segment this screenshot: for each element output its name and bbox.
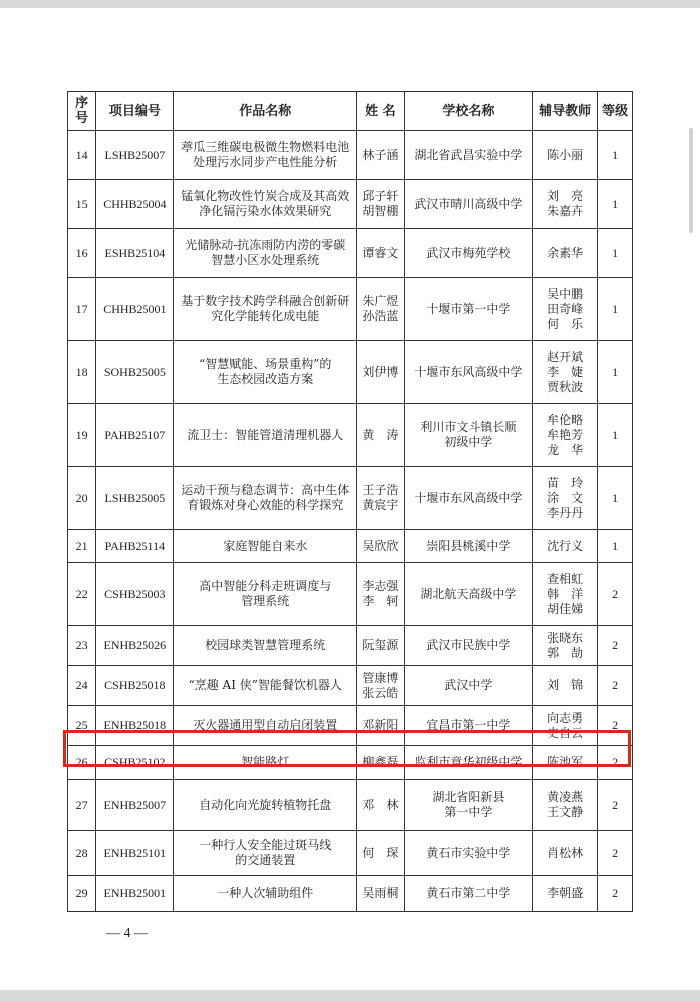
work-name-text: 葶瓜三维碳电极微生物燃料电池 处理污水同步产电性能分析: [181, 140, 350, 169]
work-name: [174, 780, 357, 831]
row-number-text: 21: [75, 538, 88, 553]
advisor-name-text: 肖松林: [547, 845, 584, 860]
award-grade: [598, 229, 633, 278]
project-code: [96, 876, 174, 912]
student-name-text: 邓新阳: [362, 718, 399, 732]
project-code: [96, 666, 174, 706]
row-number: [68, 278, 96, 341]
row-number: [68, 404, 96, 467]
project-code: [96, 341, 174, 404]
row-number: [68, 876, 96, 912]
work-name-text: 灭火器通用型自动启闭装置: [193, 718, 338, 732]
row-number: [68, 467, 96, 530]
award-grade-text: 1: [612, 245, 619, 260]
work-name-text: 自动化向光旋转植物托盘: [199, 797, 332, 812]
school-name: [404, 467, 532, 530]
student-name: [357, 876, 405, 912]
school-name: [404, 626, 532, 666]
row-number: [68, 831, 96, 876]
project-code-text: SOHB25005: [103, 364, 166, 379]
table-row: [68, 278, 633, 341]
project-code-text: ESHB25104: [104, 245, 166, 260]
award-grade: [598, 706, 633, 746]
school-name-text: 黄石市实验中学: [426, 845, 511, 860]
table-header-row: [68, 92, 633, 131]
row-number-text: 29: [75, 886, 88, 900]
student-name: [357, 180, 405, 229]
advisor-name: [533, 131, 598, 180]
viewer-bottom-bar: [0, 990, 700, 1002]
project-code-text: PAHB25107: [104, 427, 166, 442]
project-code: [96, 229, 174, 278]
row-number: [68, 706, 96, 746]
student-name-text: 王子浩 黄宸宇: [362, 483, 399, 512]
student-name-text: 谭睿文: [362, 245, 399, 260]
student-name-text: 刘伊博: [362, 364, 399, 379]
student-name: [357, 746, 405, 780]
student-name-text: 柳鑫磊: [362, 755, 399, 769]
work-name-text: “智慧赋能、场景重构”的 生态校园改造方案: [199, 357, 332, 386]
project-code-text: LSHB25007: [104, 147, 166, 162]
advisor-name-text: 查相虹 韩 洋 胡佳娣: [547, 571, 584, 616]
school-name-text: 武汉市民族中学: [426, 638, 511, 652]
header-code: 项目编号: [96, 92, 174, 131]
award-grade: [598, 530, 633, 563]
award-grade-text: 1: [612, 427, 619, 442]
work-name-text: 运动干预与稳态调节：高中生体 育锻炼对身心效能的科学探究: [181, 483, 350, 512]
work-name-text: 一种人次辅助组件: [217, 886, 314, 900]
work-name-text: 锰氧化物改性竹炭合成及其高效 净化镉污染水体效果研究: [181, 189, 350, 218]
advisor-name: [533, 341, 598, 404]
advisor-name-text: 李朝盛: [547, 886, 584, 900]
row-number-text: 22: [75, 586, 88, 601]
header-no: 序号: [68, 92, 96, 131]
table-row: [68, 530, 633, 563]
work-name: [174, 831, 357, 876]
advisor-name-text: 苗 玲 涂 文 李丹丹: [547, 475, 584, 520]
table-row: [68, 341, 633, 404]
project-code: [96, 278, 174, 341]
project-code: [96, 467, 174, 530]
work-name: [174, 341, 357, 404]
table-row: [68, 131, 633, 180]
advisor-name-text: 向志勇 史自云: [547, 710, 584, 740]
project-code-text: ENHB25007: [103, 797, 167, 812]
work-name-text: 流卫士：智能管道清理机器人: [187, 427, 344, 442]
project-code-text: LSHB25005: [104, 490, 166, 505]
project-code-text: CSHB25018: [104, 678, 166, 692]
row-number: [68, 666, 96, 706]
table-row: [68, 780, 633, 831]
advisor-name: [533, 530, 598, 563]
row-number-text: 24: [75, 678, 88, 692]
advisor-name: [533, 666, 598, 706]
advisor-name-text: 刘 亮 朱嘉卉: [547, 189, 584, 218]
header-school: 学校名称: [404, 92, 532, 131]
school-name: [404, 341, 532, 404]
work-name-text: 一种行人安全能过斑马线 的交通装置: [199, 838, 332, 867]
advisor-name: [533, 563, 598, 626]
award-grade-text: 2: [612, 845, 619, 860]
award-grade: [598, 278, 633, 341]
advisor-name-text: 余素华: [547, 245, 584, 260]
work-name: [174, 278, 357, 341]
student-name-text: 吴雨桐: [362, 886, 399, 900]
school-name-text: 十堰市第一中学: [426, 301, 511, 316]
table-row: [68, 666, 633, 706]
school-name: [404, 780, 532, 831]
award-grade: [598, 180, 633, 229]
advisor-name: [533, 278, 598, 341]
award-grade: [598, 404, 633, 467]
school-name-text: 湖北省武昌实验中学: [414, 147, 523, 162]
row-number: [68, 530, 96, 563]
school-name-text: 武汉中学: [444, 678, 493, 692]
school-name: [404, 746, 532, 780]
student-name: [357, 530, 405, 563]
advisor-name-text: 吴中鹏 田奇峰 何 乐: [547, 286, 584, 331]
project-code: [96, 180, 174, 229]
school-name: [404, 180, 532, 229]
advisor-name-text: 陈小丽: [547, 147, 584, 162]
award-grade: [598, 563, 633, 626]
school-name-text: 十堰市东风高级中学: [414, 490, 523, 505]
row-number: [68, 131, 96, 180]
school-name-text: 湖北航天高级中学: [420, 586, 517, 601]
work-name: [174, 626, 357, 666]
advisor-name-text: 牟伦略 牟艳芳 龙 华: [547, 412, 584, 457]
project-code: [96, 131, 174, 180]
row-number-text: 23: [75, 638, 88, 652]
school-name-text: 十堰市东风高级中学: [414, 364, 523, 379]
student-name-text: 何 琛: [362, 845, 399, 860]
award-grade: [598, 341, 633, 404]
advisor-name-text: 黄凌燕 王文静: [547, 790, 584, 819]
table-row: [68, 229, 633, 278]
award-grade-text: 1: [612, 538, 619, 553]
project-code-text: PAHB25114: [104, 538, 166, 553]
project-code: [96, 404, 174, 467]
work-name: [174, 706, 357, 746]
scrollbar-thumb[interactable]: [689, 128, 693, 233]
work-name: [174, 746, 357, 780]
row-number: [68, 229, 96, 278]
school-name: [404, 229, 532, 278]
row-number-text: 20: [75, 490, 88, 505]
project-code-text: CSHB25003: [104, 586, 166, 601]
header-grade: 等级: [598, 92, 633, 131]
award-grade-text: 2: [612, 678, 619, 692]
work-name: [174, 666, 357, 706]
advisor-name: [533, 876, 598, 912]
project-code-text: ENHB25101: [103, 845, 167, 860]
project-code: [96, 746, 174, 780]
school-name: [404, 530, 532, 563]
table-row: [68, 563, 633, 626]
advisor-name-text: 沈行义: [547, 538, 584, 553]
row-number: [68, 341, 96, 404]
student-name-text: 朱广煜 孙浩蓝: [362, 294, 399, 323]
row-number-text: 27: [75, 797, 88, 812]
project-code: [96, 563, 174, 626]
student-name: [357, 706, 405, 746]
row-number-text: 25: [75, 718, 88, 732]
table-row: [68, 467, 633, 530]
work-name-text: 基于数字技术跨学科融合创新研 究化学能转化成电能: [181, 294, 350, 323]
school-name: [404, 666, 532, 706]
advisor-name: [533, 626, 598, 666]
school-name: [404, 278, 532, 341]
award-grade: [598, 780, 633, 831]
work-name: [174, 563, 357, 626]
school-name-text: 崇阳县桃溪中学: [426, 538, 511, 553]
project-code-text: CHHB25004: [103, 196, 167, 211]
row-number-text: 15: [75, 196, 88, 211]
table-row: [68, 876, 633, 912]
student-name: [357, 831, 405, 876]
award-grade: [598, 666, 633, 706]
row-number-text: 17: [75, 301, 88, 316]
project-code-text: ENHB25001: [103, 886, 167, 900]
project-code: [96, 831, 174, 876]
project-code-text: CSHB25102: [104, 755, 166, 769]
advisor-name: [533, 831, 598, 876]
row-number-text: 18: [75, 364, 88, 379]
award-grade: [598, 467, 633, 530]
student-name-text: 管康博 张云皓: [362, 670, 399, 700]
work-name-text: 智能路灯: [241, 755, 290, 769]
student-name-text: 黄 涛: [362, 427, 399, 442]
header-teacher: 辅导教师: [533, 92, 598, 131]
row-number-text: 19: [75, 427, 88, 442]
school-name-text: 监利市章华初级中学: [414, 755, 523, 769]
project-code: [96, 780, 174, 831]
work-name-text: 光储脉动-抗冻雨防内涝的零碳 智慧小区水处理系统: [185, 238, 346, 267]
school-name: [404, 831, 532, 876]
page-number: — 4 —: [106, 926, 148, 941]
student-name: [357, 229, 405, 278]
student-name-text: 邓 林: [362, 797, 399, 812]
row-number: [68, 563, 96, 626]
award-grade-text: 2: [612, 718, 619, 732]
award-grade-text: 1: [612, 147, 619, 162]
advisor-name: [533, 780, 598, 831]
school-name: [404, 563, 532, 626]
advisor-name: [533, 706, 598, 746]
student-name-text: 林子涵: [362, 147, 399, 162]
award-grade: [598, 131, 633, 180]
school-name-text: 宜昌市第一中学: [426, 718, 511, 732]
work-name: [174, 876, 357, 912]
school-name-text: 武汉市晴川高级中学: [414, 196, 523, 211]
student-name: [357, 341, 405, 404]
advisor-name: [533, 467, 598, 530]
work-name-text: 家庭智能自来水: [223, 538, 308, 553]
header-person: 姓 名: [357, 92, 405, 131]
award-list-table: [67, 91, 633, 912]
award-grade-text: 1: [612, 196, 619, 211]
school-name: [404, 876, 532, 912]
row-number-text: 14: [75, 147, 88, 162]
school-name-text: 武汉市梅苑学校: [426, 245, 511, 260]
advisor-name-text: 张晓东 郭 劼: [547, 630, 584, 660]
advisor-name: [533, 229, 598, 278]
advisor-name-text: 赵开斌 李 婕 贾秋波: [547, 349, 584, 394]
award-grade-text: 2: [612, 638, 619, 652]
award-grade: [598, 831, 633, 876]
project-code-text: ENHB25018: [103, 718, 167, 732]
work-name: [174, 131, 357, 180]
student-name: [357, 563, 405, 626]
award-grade: [598, 876, 633, 912]
student-name-text: 李志强 李 轲: [362, 579, 399, 608]
work-name: [174, 180, 357, 229]
student-name: [357, 467, 405, 530]
row-number: [68, 780, 96, 831]
header-name: 作品名称: [174, 92, 357, 131]
award-grade: [598, 626, 633, 666]
student-name-text: 邱子轩 胡智棚: [362, 189, 399, 218]
work-name: [174, 404, 357, 467]
advisor-name: [533, 746, 598, 780]
row-number: [68, 746, 96, 780]
student-name: [357, 404, 405, 467]
school-name-text: 黄石市第二中学: [426, 886, 511, 900]
student-name-text: 吴欣欣: [362, 538, 399, 553]
project-code: [96, 626, 174, 666]
school-name-text: 湖北省阳新县 第一中学: [432, 790, 505, 819]
award-grade-text: 1: [612, 301, 619, 316]
school-name: [404, 131, 532, 180]
row-number: [68, 180, 96, 229]
work-name: [174, 530, 357, 563]
school-name: [404, 404, 532, 467]
project-code-text: ENHB25026: [103, 638, 167, 652]
table-row: [68, 626, 633, 666]
award-grade-text: 2: [612, 755, 619, 769]
advisor-name: [533, 404, 598, 467]
row-number: [68, 626, 96, 666]
student-name: [357, 780, 405, 831]
advisor-name-text: 陈池军: [547, 755, 584, 769]
table-row: [68, 404, 633, 467]
student-name: [357, 666, 405, 706]
student-name: [357, 278, 405, 341]
row-number-text: 16: [75, 245, 88, 260]
table-row: [68, 746, 633, 780]
table-row: [68, 831, 633, 876]
project-code: [96, 530, 174, 563]
advisor-name-text: 刘 锦: [547, 678, 584, 692]
work-name-text: 高中智能分科走班调度与 管理系统: [199, 579, 332, 608]
school-name: [404, 706, 532, 746]
work-name-text: 校园球类智慧管理系统: [205, 638, 326, 652]
award-grade-text: 2: [612, 886, 619, 900]
viewer-top-bar: [0, 0, 700, 8]
student-name: [357, 131, 405, 180]
award-grade-text: 1: [612, 364, 619, 379]
work-name: [174, 467, 357, 530]
award-grade-text: 2: [612, 586, 619, 601]
work-name-text: “烹趣 AI 侠”智能餐饮机器人: [188, 678, 342, 692]
student-name: [357, 626, 405, 666]
row-number-text: 28: [75, 845, 88, 860]
award-grade-text: 1: [612, 490, 619, 505]
table-row: [68, 180, 633, 229]
work-name: [174, 229, 357, 278]
school-name-text: 利川市文斗镇长顺 初级中学: [420, 420, 517, 449]
award-grade: [598, 746, 633, 780]
table-row: [68, 706, 633, 746]
advisor-name: [533, 180, 598, 229]
project-code: [96, 706, 174, 746]
award-grade-text: 2: [612, 797, 619, 812]
student-name-text: 阮玺源: [362, 638, 399, 652]
row-number-text: 26: [75, 755, 88, 769]
project-code-text: CHHB25001: [103, 301, 167, 316]
